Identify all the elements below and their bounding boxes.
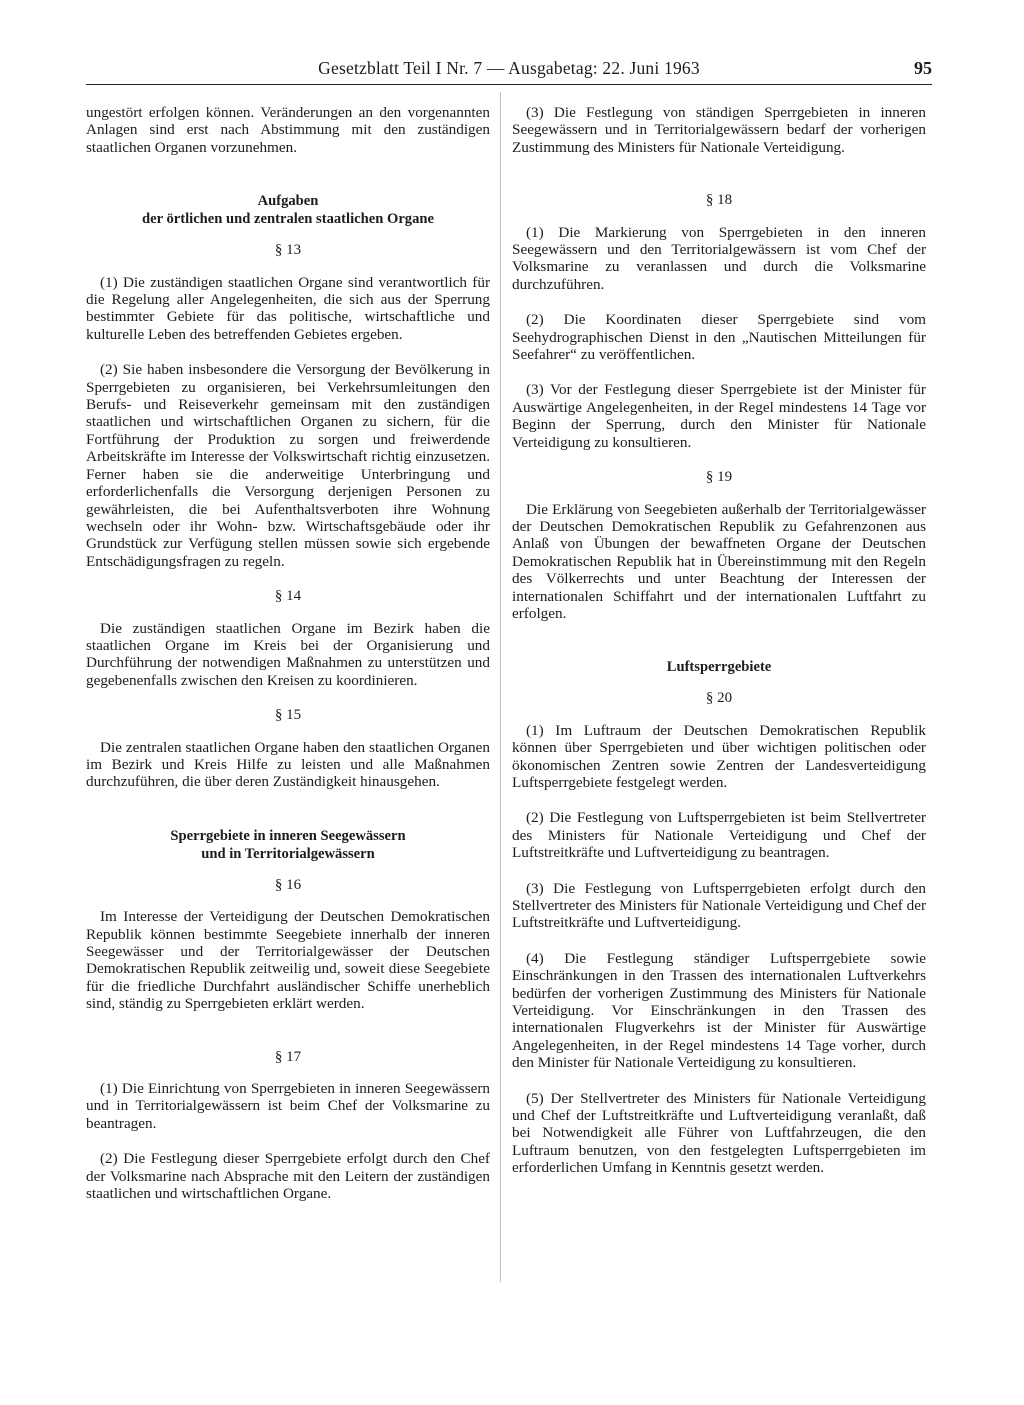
column-divider: [500, 92, 501, 1282]
section-20-paragraph-4: (4) Die Festlegung ständiger Luftsperrgebiete sowie Einschränkungen in den Trassen des internationalen Luftverkehrs bedürfen der vorherigen Zustimmung des Ministers für Nationale Verteidigung. Vor Einschränkungen in den Trassen des internationalen Flugverkehrs ist der Minister für Auswärtige Angelegenheiten, in der Regel mindestens 14 Tage vorher, durch den Minister für Nationale Verteidigung zu konsultieren.: [512, 949, 926, 1072]
section-14-paragraph: Die zuständigen staatlichen Organe im Bezirk haben die staatlichen Organe im Kreis bei der Organisierung und Durchführung der notwendigen Maßnahmen zu unterstützen und gegebenenfalls zwischen den Kreisen zu koordinieren.: [86, 619, 490, 689]
section-19-paragraph: Die Erklärung von Seegebieten außerhalb der Territorialgewässer der Deutschen Demokratischen Republik zu Gefahrenzonen aus Anlaß von Übungen der bewaffneten Organe der Deutschen Demokratischen Republik hat in Übereinstimmung mit den Regeln des Völkerrechts und unter Beachtung der Interessen der internationalen Schiffahrt und der internationalen Luftfahrt zu erfolgen.: [512, 500, 926, 622]
left-column: [86, 104, 490, 1202]
heading-luftsperrgebiete: Luftsperrgebiete: [666, 659, 772, 676]
section-17-paragraph-2: (2) Die Festlegung dieser Sperrgebiete erfolgt durch den Chef der Volksmarine nach Absprache mit den Leitern der zuständigen staatlichen und wirtschaftlichen Organe.: [86, 1150, 490, 1203]
section-16-paragraph: Im Interesse der Verteidigung der Deutschen Demokratischen Republik können bestimmte Seegebiete innerhalb der inneren Seegewässer und der Territorialgewässer der Deutschen Demokratischen Republik zeitweilig und, soweit diese Seegebiete für die friedliche Durchfahrt ausländischer Schiffe unerheblich sind, ständig zu Sperrgebieten erklärt werden.: [86, 908, 490, 1013]
header-title: Gesetzblatt Teil I Nr. 7 — Ausgabetag: 22. Juni 1963: [318, 58, 700, 78]
intro-paragraph: ungestört erfolgen können. Veränderungen an den vorgenannten Anlagen sind erst nach Abstimmung mit den zuständigen staatlichen Organen vorzunehmen.: [86, 104, 490, 156]
section-20-paragraph-2: (2) Die Festlegung von Luftsperrgebieten ist beim Stellvertreter des Ministers für Nationale Verteidigung und Chef der Luftstreitkräfte und Luftverteidigung zu beantragen.: [512, 809, 926, 862]
section-13-paragraph-1: (1) Die zuständigen staatlichen Organe sind verantwortlich für die Regelung aller Angelegenheiten, die sich aus der Sperrung bestimmter Gebiete für das politische, wirtschaftliche und kulturelle Leben des betreffenden Gebietes ergeben.: [86, 273, 490, 343]
section-15-paragraph: Die zentralen staatlichen Organe haben den staatlichen Organen im Bezirk und Kreis Hilfe zu leisten und alle Maßnahmen durchzuführen, die über deren Zuständigkeit hinausgehen.: [86, 738, 490, 791]
section-18-paragraph-1: (1) Die Markierung von Sperrgebieten in den inneren Seegewässern und den Territorialgewässern ist vom Chef der Volksmarine zu veranlassen und durch die Volksmarine durchzuführen.: [512, 223, 926, 293]
section-17-label: § 17: [274, 1048, 302, 1065]
heading-sperrgebiete-line1: Sperrgebiete in inneren Seegewässern: [170, 827, 406, 844]
section-20-label: § 20: [705, 690, 733, 707]
section-13-paragraph-2: (2) Sie haben insbesondere die Versorgung der Bevölkerung in Sperrgebieten zu organisieren, bei Verkehrsumleitungen den Berufs- und Reiseverkehr gemeinsam mit den zuständigen staatlichen und wirtschaftlichen Organen zu sichern, für die Fortführung der Produktion zu sorgen und freiwerdende Arbeitskräfte im Interesse der Volkswirtschaft richtig einzusetzen. Ferner haben sie die anderweitige Unterbringung und erforderlichenfalls die Versorgung derjenigen Personen zu gewährleisten, die bei Aufenthaltsverboten ihre Wohnung wechseln oder ihr Wohn- bzw. Wirtschaftsgebäude oder ihr Grundstück zur Verfügung stellen müssen sowie sich ergebende Entschädigungsfragen zu regeln.: [86, 361, 490, 570]
section-19-label: § 19: [705, 469, 733, 486]
section-15-label: § 15: [274, 707, 302, 724]
section-18-paragraph-2: (2) Die Koordinaten dieser Sperrgebiete sind vom Seehydrographischen Dienst in den „Nautischen Mitteilungen für Seefahrer“ zu veröffentlichen.: [512, 311, 926, 364]
section-20-paragraph-3: (3) Die Festlegung von Luftsperrgebieten erfolgt durch den Stellvertreter des Ministers für Nationale Verteidigung und Chef der Luftstreitkräfte und Luftverteidigung.: [512, 879, 926, 932]
right-column: [512, 104, 926, 1177]
section-18-label: § 18: [705, 192, 733, 209]
heading-sperrgebiete-line2: und in Territorialgewässern: [201, 845, 375, 862]
page-number: 95: [914, 58, 932, 78]
heading-aufgaben-line1: Aufgaben: [257, 193, 319, 210]
section-13-label: § 13: [274, 242, 302, 259]
heading-aufgaben-line2: der örtlichen und zentralen staatlichen Organe: [142, 211, 434, 228]
heading-aufgaben: [86, 192, 490, 228]
section-20-paragraph-1: (1) Im Luftraum der Deutschen Demokratischen Republik können über Sperrgebieten und über wichtigen politischen oder ökonomischen Zentren sowie Zentren der Landesverteidigung Luftsperrgebiete festgelegt werden.: [512, 721, 926, 791]
section-16-label: § 16: [274, 876, 302, 893]
section-20-paragraph-5: (5) Der Stellvertreter des Ministers für Nationale Verteidigung und Chef der Luftstreitkräfte und Luftverteidigung veranlaßt, daß bei Notwendigkeit alle Führer von Luftfahrzeugen, die den Luftraum benutzen, von den festgelegten Luftsperrgebieten im erforderlichen Umfang in Kenntnis gesetzt werden.: [512, 1089, 926, 1177]
section-18-paragraph-3: (3) Vor der Festlegung dieser Sperrgebiete ist der Minister für Auswärtige Angelegenheiten, in der Regel mindestens 14 Tage vor Beginn der Sperrung, durch den Minister für Nationale Verteidigung zu konsultieren.: [512, 381, 926, 451]
section-17-paragraph-3: (3) Die Festlegung von ständigen Sperrgebieten in inneren Seegewässern und in Territorialgewässern bedarf der vorherigen Zustimmung des Ministers für Nationale Verteidigung.: [512, 104, 926, 156]
page-header: [86, 58, 932, 85]
heading-sperrgebiete: [86, 827, 490, 863]
section-14-label: § 14: [274, 588, 302, 605]
section-17-paragraph-1: (1) Die Einrichtung von Sperrgebieten in inneren Seegewässern und in Territorialgewässern ist beim Chef der Volksmarine zu beantragen.: [86, 1080, 490, 1132]
